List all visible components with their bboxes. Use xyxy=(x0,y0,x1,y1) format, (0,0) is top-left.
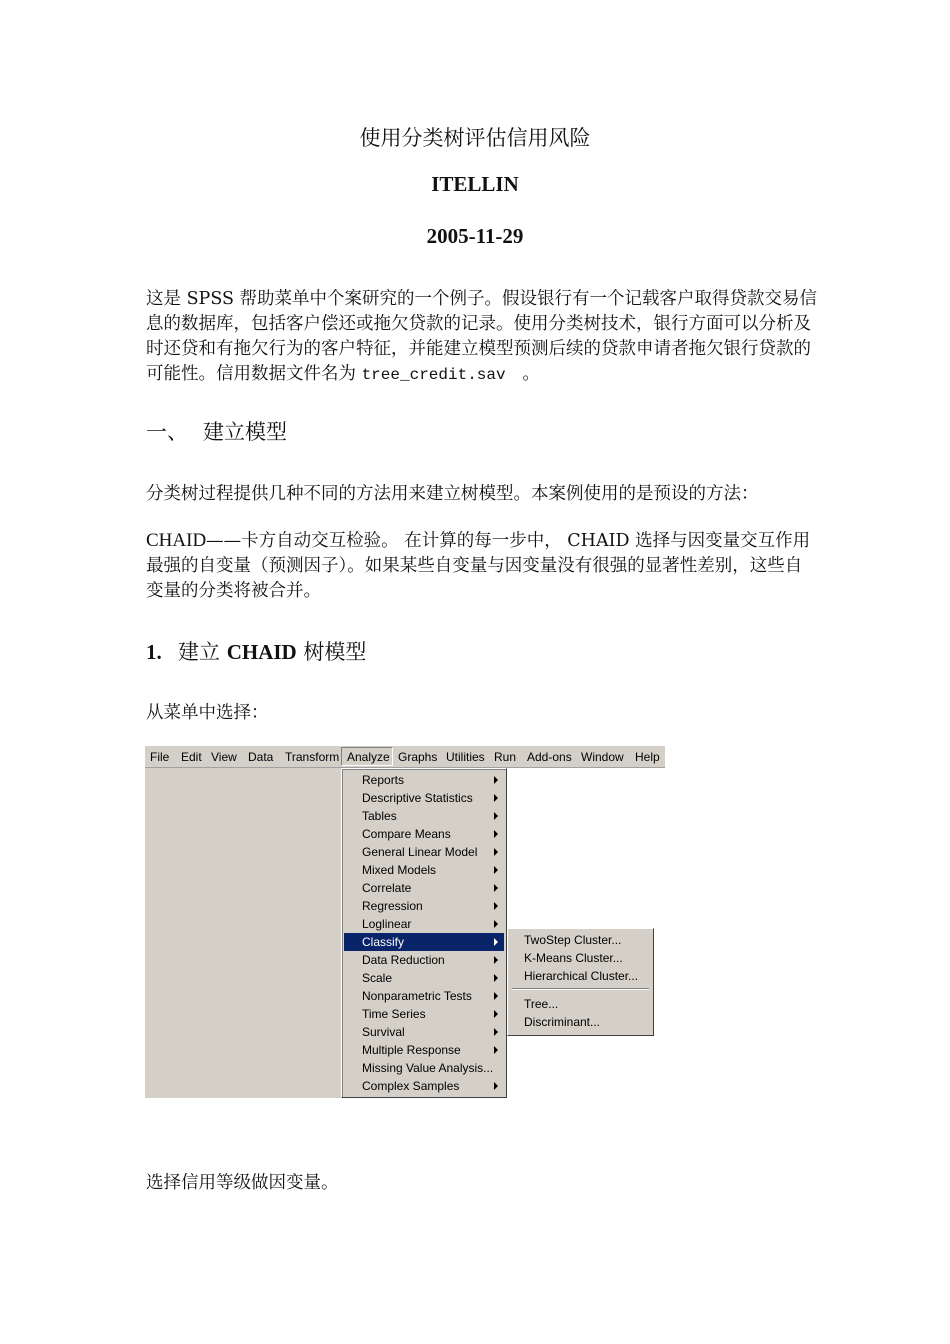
section-heading-1 xyxy=(146,416,287,446)
menu-item-compare-means[interactable]: Compare Means xyxy=(344,825,504,843)
submenu-item-twostep-cluster[interactable]: TwoStep Cluster... xyxy=(524,933,622,947)
submenu-arrow-icon xyxy=(494,1010,498,1018)
section-2-pre: 建立 xyxy=(178,640,220,664)
menu-item-survival[interactable]: Survival xyxy=(344,1023,504,1041)
submenu-item-tree[interactable]: Tree... xyxy=(524,997,559,1011)
section-2-post: 树模型 xyxy=(303,640,367,664)
section-2-latin: CHAID xyxy=(226,640,297,664)
submenu-arrow-icon xyxy=(494,920,498,928)
spss-menu-screenshot xyxy=(145,746,665,1098)
submenu-arrow-icon xyxy=(494,992,498,1000)
menu-add-ons[interactable]: Add-ons xyxy=(527,750,572,764)
submenu-item-k-means-cluster[interactable]: K-Means Cluster... xyxy=(524,951,623,965)
intro-text: 这是 SPSS 帮助菜单中个案研究的一个例子。假设银行有一个记载客户取得贷款交易信息的数据库，包括客户偿还或拖欠贷款的记录。使用分类树技术，银行方面可以分析及时还贷和有拖欠行为的客户特征，并能建立模型预测后续的贷款申请者拖欠银行贷款的可能性。信用数据文件名为 xyxy=(146,289,818,384)
submenu-arrow-icon xyxy=(494,830,498,838)
menu-item-multiple-response[interactable]: Multiple Response xyxy=(344,1041,504,1059)
chaid-paragraph xyxy=(146,528,818,604)
menu-edit[interactable]: Edit xyxy=(181,750,202,764)
section-heading-2 xyxy=(146,636,366,666)
menu-item-descriptive-statistics[interactable]: Descriptive Statistics xyxy=(344,789,504,807)
submenu-arrow-icon xyxy=(494,776,498,784)
doc-date: 2005-11-29 xyxy=(426,224,524,248)
menu-view[interactable]: View xyxy=(211,750,237,764)
intro-end: 。 xyxy=(522,364,540,384)
submenu-item-discriminant[interactable]: Discriminant... xyxy=(524,1015,601,1029)
menu-data[interactable]: Data xyxy=(248,750,274,764)
menu-file[interactable]: File xyxy=(150,750,170,764)
submenu-arrow-icon xyxy=(494,866,498,874)
menu-graphs[interactable]: Graphs xyxy=(398,750,438,764)
submenu-arrow-icon xyxy=(494,794,498,802)
menu-item-scale[interactable]: Scale xyxy=(344,969,504,987)
menu-item-regression[interactable]: Regression xyxy=(344,897,504,915)
menu-item-missing-value-analysis[interactable]: Missing Value Analysis... xyxy=(362,1061,494,1075)
doc-title: 使用分类树评估信用风险 xyxy=(359,126,591,150)
menu-instruction: 从菜单中选择： xyxy=(146,703,269,723)
menu-help[interactable]: Help xyxy=(635,750,660,764)
analyze-dropdown xyxy=(341,768,507,1098)
submenu-arrow-icon xyxy=(494,938,498,946)
menu-item-correlate[interactable]: Correlate xyxy=(344,879,504,897)
chaid-term: CHAID xyxy=(146,530,207,551)
menu-analyze[interactable]: Analyze xyxy=(341,747,393,766)
menu-bar xyxy=(145,746,665,768)
section-2-number: 1. xyxy=(146,640,162,664)
menu-item-complex-samples[interactable]: Complex Samples xyxy=(344,1077,504,1095)
section-1-title: 建立模型 xyxy=(203,420,287,444)
submenu-arrow-icon xyxy=(494,1046,498,1054)
dependent-variable-instruction: 选择信用等级做因变量。 xyxy=(146,1173,339,1193)
menu-transform[interactable]: Transform xyxy=(285,750,340,764)
intro-paragraph xyxy=(146,287,818,388)
menu-item-time-series[interactable]: Time Series xyxy=(344,1005,504,1023)
methods-paragraph: 分类树过程提供几种不同的方法用来建立树模型。本案例使用的是预设的方法： xyxy=(146,484,759,504)
chaid-text: ——卡方自动交互检验。 在计算的每一步中， CHAID 选择与因变量交互作用最强的自变量（预测因子）。如果某些自变量与因变量没有很强的显著性差别，这些自变量的分类将被合并。 xyxy=(146,531,811,601)
section-1-number: 一、 xyxy=(146,420,188,444)
submenu-arrow-icon xyxy=(494,848,498,856)
doc-author: ITELLIN xyxy=(431,172,519,196)
menu-item-reports[interactable]: Reports xyxy=(344,771,504,789)
submenu-arrow-icon xyxy=(494,812,498,820)
submenu-arrow-icon xyxy=(494,974,498,982)
menu-item-mixed-models[interactable]: Mixed Models xyxy=(344,861,504,879)
menu-item-classify[interactable]: Classify xyxy=(344,933,504,951)
submenu-item-hierarchical-cluster[interactable]: Hierarchical Cluster... xyxy=(524,969,639,983)
data-file-name: tree_credit.sav xyxy=(361,366,506,384)
submenu-separator xyxy=(512,988,649,990)
submenu-arrow-icon xyxy=(494,1082,498,1090)
menu-item-nonparametric-tests[interactable]: Nonparametric Tests xyxy=(344,987,504,1005)
menu-utilities[interactable]: Utilities xyxy=(446,750,485,764)
submenu-arrow-icon xyxy=(494,884,498,892)
submenu-arrow-icon xyxy=(494,956,498,964)
submenu-arrow-icon xyxy=(494,1028,498,1036)
menu-item-data-reduction[interactable]: Data Reduction xyxy=(344,951,504,969)
menu-window[interactable]: Window xyxy=(581,750,624,764)
menu-item-tables[interactable]: Tables xyxy=(344,807,504,825)
menu-run[interactable]: Run xyxy=(494,750,517,764)
menu-item-loglinear[interactable]: Loglinear xyxy=(344,915,504,933)
classify-submenu xyxy=(507,928,654,1036)
window-background xyxy=(145,768,341,1098)
menu-item-general-linear-model[interactable]: General Linear Model xyxy=(344,843,504,861)
submenu-arrow-icon xyxy=(494,902,498,910)
